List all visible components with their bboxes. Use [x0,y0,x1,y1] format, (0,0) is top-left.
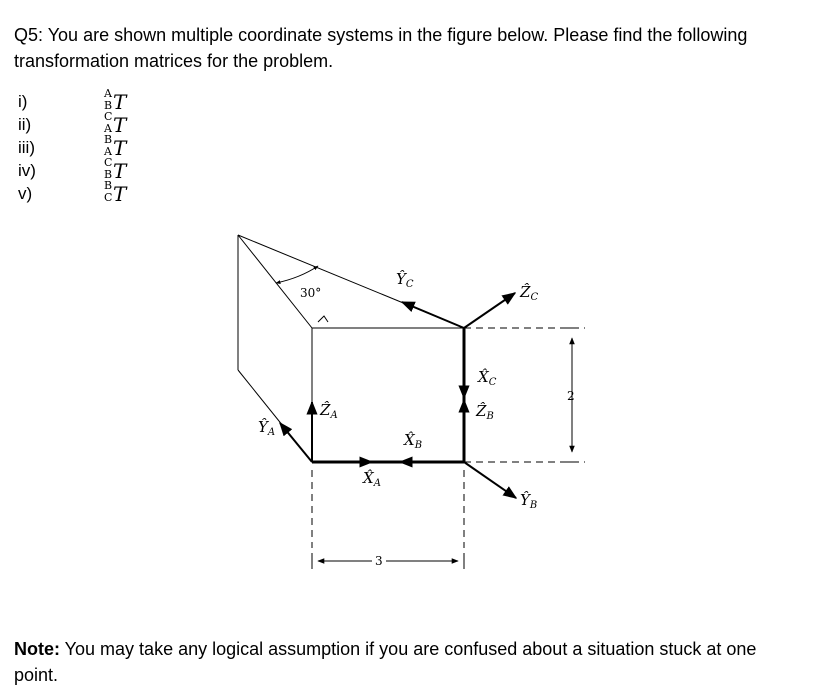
label-yc: $Ŷ_C$ [396,270,414,290]
transform-matrix: C A T [104,110,127,137]
label-zb: Ẑ$_B$ [476,402,494,422]
list-item [18,179,158,206]
transform-matrix: A B T [104,87,127,114]
question-line-2: transformation matrices for the problem. [14,51,334,71]
label-xa: $X̂_A$ [363,469,381,489]
item-number: iv) [18,161,36,180]
coordinate-figure [225,225,605,585]
note-line-2: point. [14,665,59,685]
label-yb: $Ŷ_B$ [520,491,538,511]
list-item [18,87,158,114]
note-text [14,636,814,688]
dashed-guides [312,328,585,548]
note-body: You may take any logical assumption if you are confused about a situation stuck at one [60,639,757,659]
axis-yc [402,302,464,328]
label-za: Ẑ$_A$ [320,401,338,421]
angle-label: 30° [300,286,322,300]
label-xb: $X̂_B$ [404,431,423,451]
transform-matrix: B C T [104,179,127,206]
item-number: v) [18,184,33,203]
matrix-list [18,87,158,206]
label-ya: $Ŷ_A$ [258,418,276,438]
question-line-1: Q5: You are shown multiple coordinate systems in the figure below. Please find the following [14,25,748,45]
angle-arc [276,266,318,283]
item-number: i) [18,92,28,111]
dimension-width-label: 3 [375,554,383,568]
axis-ya [280,423,312,462]
item-number: ii) [18,115,32,134]
transform-matrix: C B T [104,156,127,183]
right-angle-mark [318,316,328,322]
list-item [18,156,158,183]
dimension-height-label: 2 [567,389,575,403]
list-item [18,110,158,137]
frame-edges [312,328,464,462]
question-text [14,22,814,74]
axis-yb [464,462,516,498]
note-label: Note: [14,639,60,659]
label-xc: $X̂_C$ [478,368,497,388]
item-number: iii) [18,138,35,157]
axis-zc [464,293,515,328]
transform-matrix: B A T [104,133,127,160]
label-zc: Ẑ$_C$ [520,283,539,303]
list-item [18,133,158,160]
